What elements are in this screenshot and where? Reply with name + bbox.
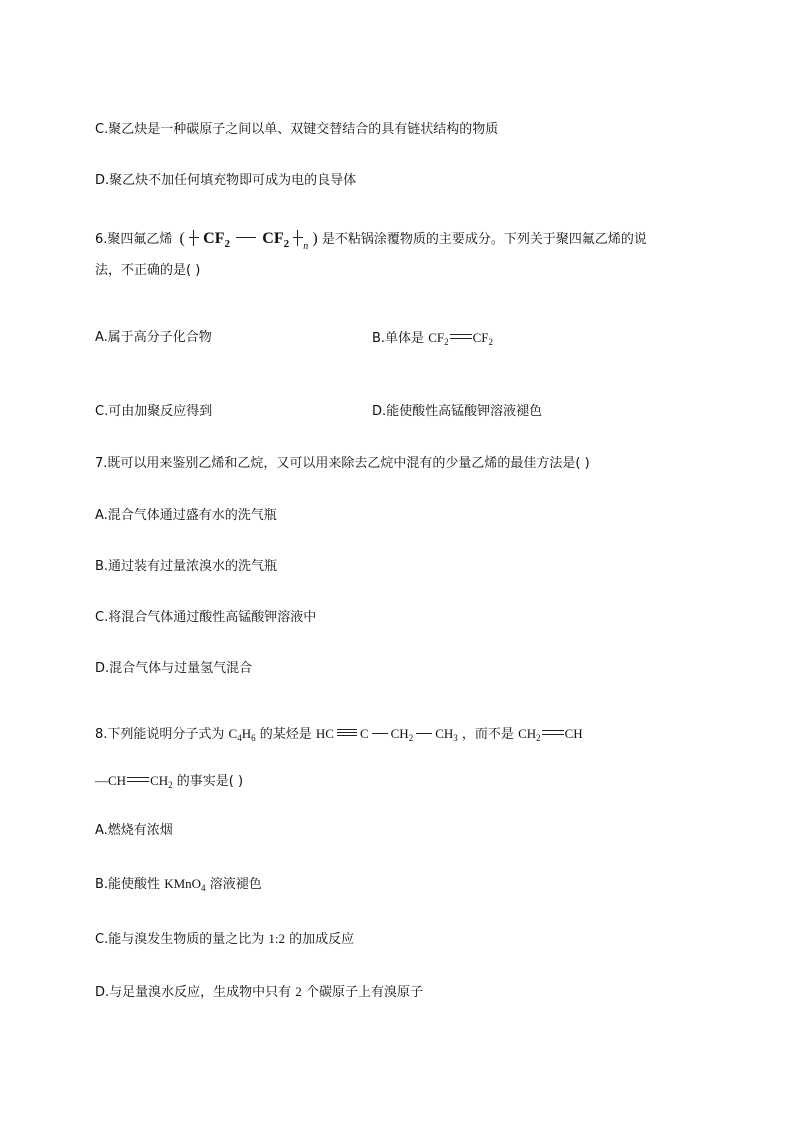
q6-prefix: 6.聚四氟乙烯 [95,232,173,247]
polymer-end-bracket-right [293,229,303,247]
q6-option-c: C.可由加聚反应得到 [95,404,213,419]
butadiene-formula-part1: $CH_2$ CH [518,726,583,743]
q8-option-c: C.能与溴发生物质的量之比为 1:2 的加成反应 [95,931,355,947]
q7-option-b: B.通过装有过量浓溴水的洗气瓶 [95,559,278,574]
single-bond [372,733,388,734]
single-bond [416,733,432,734]
q6-stem-line2: 法，不正确的是( ) [95,263,201,278]
monomer-formula: $CF_2$ $CF_2$ [428,330,494,347]
q6-polymer-formula: ( $CF_2$ $CF_2$ $_n$ ) [179,230,318,252]
double-bond [450,334,472,339]
q6-stem-line1 [95,229,647,256]
butyne-formula: HC C $CH_2$ $CH_3$ [315,726,458,743]
q8-option-a: A.燃烧有浓烟 [95,823,173,838]
polymer-end-bracket-left [189,229,199,247]
q6-option-b: B.单体是 $CF_2$ $CF_2$ [372,330,494,347]
butadiene-formula-part2: —CH $CH_2$ [95,773,173,790]
q5-option-d: D.聚乙炔不加任何填充物即可成为电的良导体 [95,173,357,188]
q8-stem-line2: —CH $CH_2$ 的事实是( ) [95,773,244,790]
q7-stem: 7.既可以用来鉴别乙烯和乙烷，又可以用来除去乙烷中混有的少量乙烯的最佳方法是( ) [95,456,590,471]
triple-bond [337,729,357,736]
count-value: 2 [295,984,302,999]
q6-option-d: D.能使酸性高锰酸钾溶液褪色 [372,404,543,419]
double-bond [127,777,149,782]
q8-stem-line1: 8.下列能说明分子式为 $C_4H_6$ 的某烃是 HC C $CH_2$ $CH_3$ ，而不是 $CH_2$ CH [95,726,583,743]
kmno4-formula: KMnO$_4$ [164,876,206,893]
single-bond [236,237,256,238]
molecular-formula-c4h6: $C_4H_6$ [228,726,256,743]
double-bond [542,730,564,735]
q6-option-a: A.属于高分子化合物 [95,330,212,345]
q7-option-d: D.混合气体与过量氢气混合 [95,661,253,676]
q8-option-d: D.与足量溴水反应，生成物中只有 2 个碳原子上有溴原子 [95,984,423,1000]
q7-option-c: C.将混合气体通过酸性高锰酸钾溶液中 [95,610,317,625]
q6-stem-rest: 是不粘锅涂覆物质的主要成分。下列关于聚四氟乙烯的说 [321,232,647,247]
ratio-value: 1:2 [268,931,285,946]
q5-option-c: C.聚乙炔是一种碳原子之间以单、双键交替结合的具有链状结构的物质 [95,122,499,137]
q7-option-a: A.混合气体通过盛有水的洗气瓶 [95,508,277,523]
q8-option-b: B.能使酸性 KMnO$_4$ 溶液褪色 [95,876,262,893]
